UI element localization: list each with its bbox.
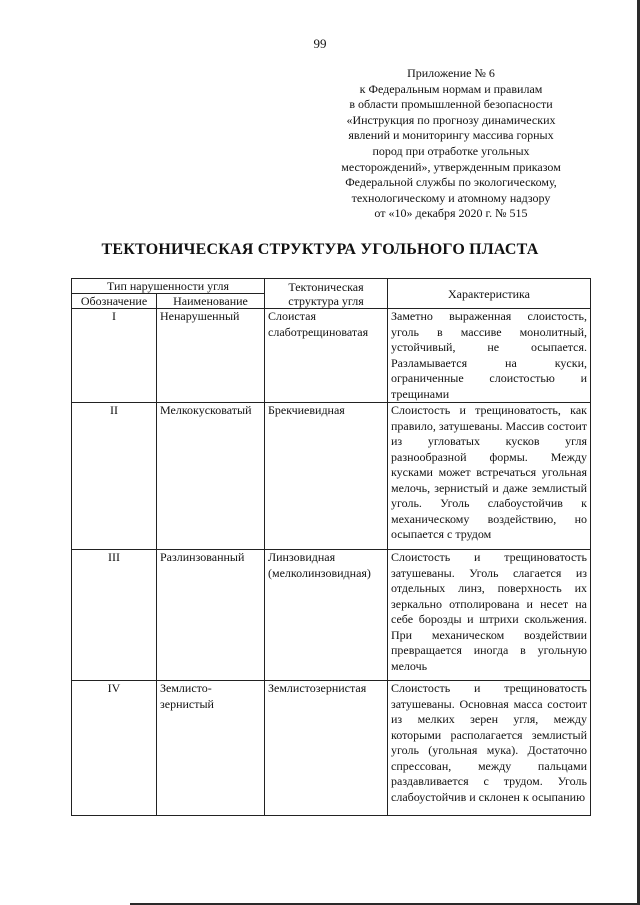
row-description: Заметно выраженная слоистость, уголь в массиве монолитный, устойчивый, не осыпается. Разламывается на куски, ограниченные слоистостью и трещинами [388, 309, 591, 403]
row-name: Ненарушенный [157, 309, 265, 403]
row-name: Землисто-зернистый [157, 681, 265, 816]
row-code: II [72, 403, 157, 550]
header-characteristic: Характеристика [388, 279, 591, 309]
appendix-line: пород при отработке угольных [372, 143, 530, 158]
appendix-block [318, 66, 584, 222]
table-row [72, 681, 591, 816]
table-row [72, 550, 591, 681]
appendix-line: в области промышленной безопасности [349, 97, 553, 112]
row-description: Слоистость и трещиноватость затушеваны. Уголь слагается из отдельных линз, поверхность их зеркально отполирована и несет на себе борозды и штрихи скольжения. При механическом воздействии превращается иногда в угольную мелочь [388, 550, 591, 681]
header-designation: Обозначение [72, 294, 157, 309]
row-structure: Брекчиевидная [265, 403, 388, 550]
row-description: Слоистость и трещиноватость затушеваны. Основная масса состоит из мелких зерен угля, между которыми располагается землистый уголь (угольная мука). Достаточно спрессован, между пальцами раздавливается с трудом. Уголь слабоустойчив и склонен к осыпанию [388, 681, 591, 816]
row-name: Разлинзованный [157, 550, 265, 681]
row-name: Мелкокусковатый [157, 403, 265, 550]
appendix-line: «Инструкция по прогнозу динамических [346, 112, 556, 127]
page-number: 99 [313, 36, 327, 51]
table-row [72, 309, 591, 403]
row-description: Слоистость и трещиноватость, как правило, затушеваны. Массив состоит из угловатых кусков угля разнообразной формы. Между кусками может встречаться угольная мелочь, зернистый и даже землистый уголь. Уголь слабоустойчив к механическому воздействию, но осыпается с трудом [388, 403, 591, 550]
appendix-line: к Федеральным нормам и правилам [359, 81, 543, 96]
appendix-line: технологическому и атомному надзору [351, 190, 551, 205]
row-code: I [72, 309, 157, 403]
appendix-line: явлений и мониторингу массива горных [348, 128, 554, 143]
appendix-line: месторождений», утвержденным приказом [341, 159, 561, 174]
row-structure: Линзовидная (мелколинзовидная) [265, 550, 388, 681]
row-structure: Землистозернистая [265, 681, 388, 816]
row-code: III [72, 550, 157, 681]
appendix-line: Федеральной службы по экологическому, [345, 175, 557, 190]
appendix-line: Приложение № 6 [407, 66, 495, 80]
tectonic-structure-table [71, 278, 591, 816]
header-name: Наименование [157, 294, 265, 309]
row-code: IV [72, 681, 157, 816]
appendix-line: от «10» декабря 2020 г. № 515 [374, 206, 528, 221]
document-title: ТЕКТОНИЧЕСКАЯ СТРУКТУРА УГОЛЬНОГО ПЛАСТА [101, 241, 539, 258]
table-row [72, 403, 591, 550]
header-structure: Тектоническая структура угля [265, 279, 388, 309]
header-disturbance-type: Тип нарушенности угля [72, 279, 265, 294]
row-structure: Слоистая слаботрещиноватая [265, 309, 388, 403]
